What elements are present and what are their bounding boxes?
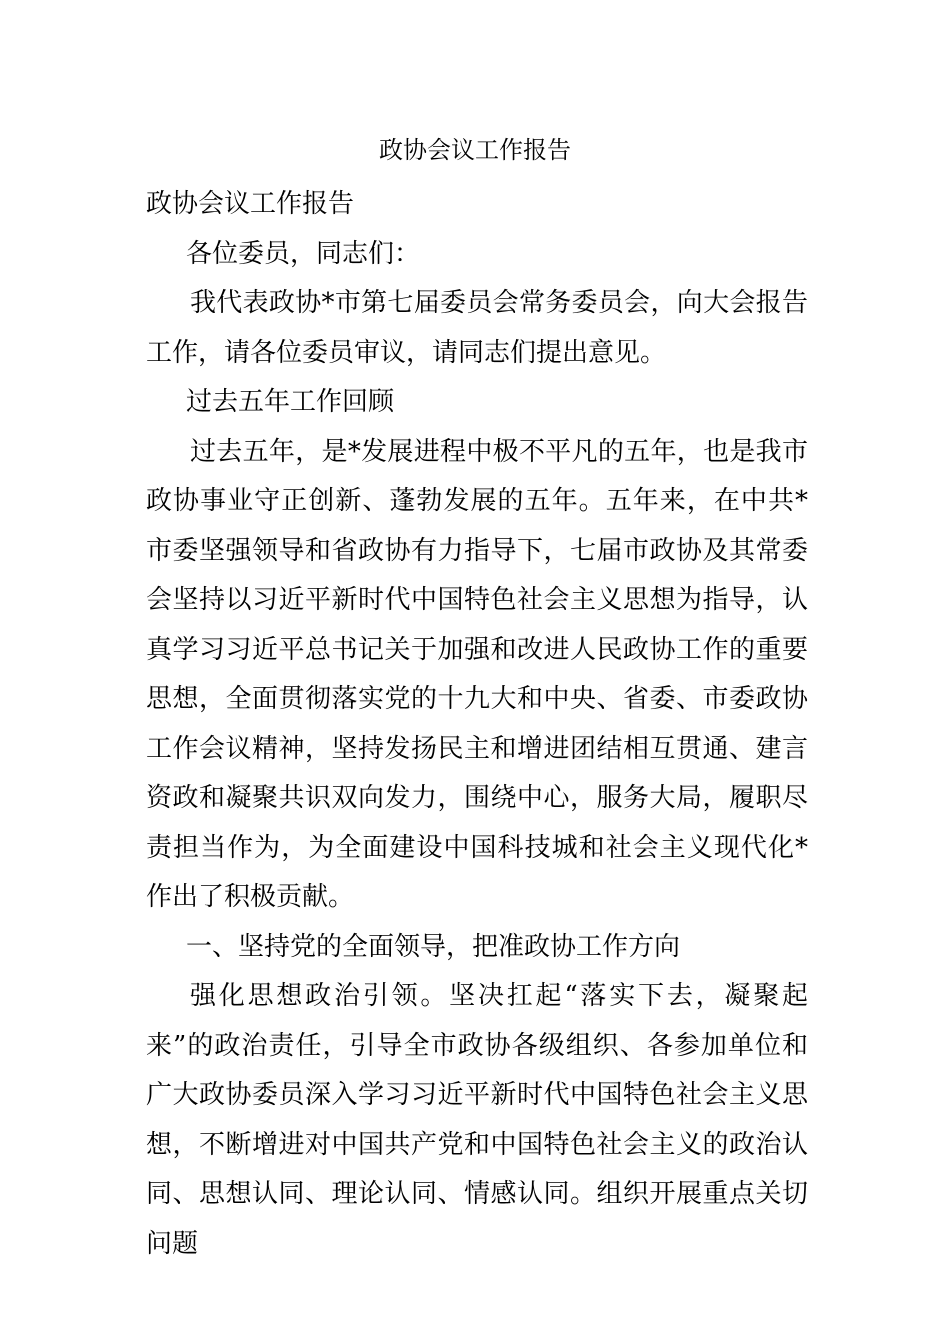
paragraph: 我代表政协*市第七届委员会常务委员会，向大会报告工作，请各位委员审议，请同志们提出意见。 (146, 288, 808, 368)
paragraph: 各位委员，同志们： (186, 238, 421, 269)
document-title: 政协会议工作报告 (379, 136, 571, 164)
paragraph: 一、坚持党的全面领导，把准政协工作方向 (186, 931, 681, 962)
paragraph: 过去五年，是*发展进程中极不平凡的五年，也是我市政协事业守正创新、蓬勃发展的五年。五年来，在中共*市委坚强领导和省政协有力指导下，七届市政协及其常委会坚持以习近平新时代中国特色社会主义思想为指导，认真学习习近平总书记关于加强和改进人民政协工作的重要思想，全面贯彻落实党的十九大和中央、省委、市委政协工作会议精神，坚持发扬民主和增进团结相互贯通、建言资政和凝聚共识双向发力，围绕中心，服务大局，履职尽责担当作为，为全面建设中国科技城和社会主义现代化*作出了积极贡献。 (146, 436, 808, 912)
paragraph: 政协会议工作报告 (146, 189, 355, 219)
document-body (146, 180, 808, 1269)
paragraph: 过去五年工作回顾 (186, 387, 395, 417)
paragraph: 强化思想政治引领。坚决扛起“落实下去，凝聚起来”的政治责任，引导全市政协各级组织、各参加单位和广大政协委员深入学习习近平新时代中国特色社会主义思想，不断增进对中国共产党和中国特色社会主义的政治认同、思想认同、理论认同、情感认同。组织开展重点关切问题 (146, 981, 808, 1259)
